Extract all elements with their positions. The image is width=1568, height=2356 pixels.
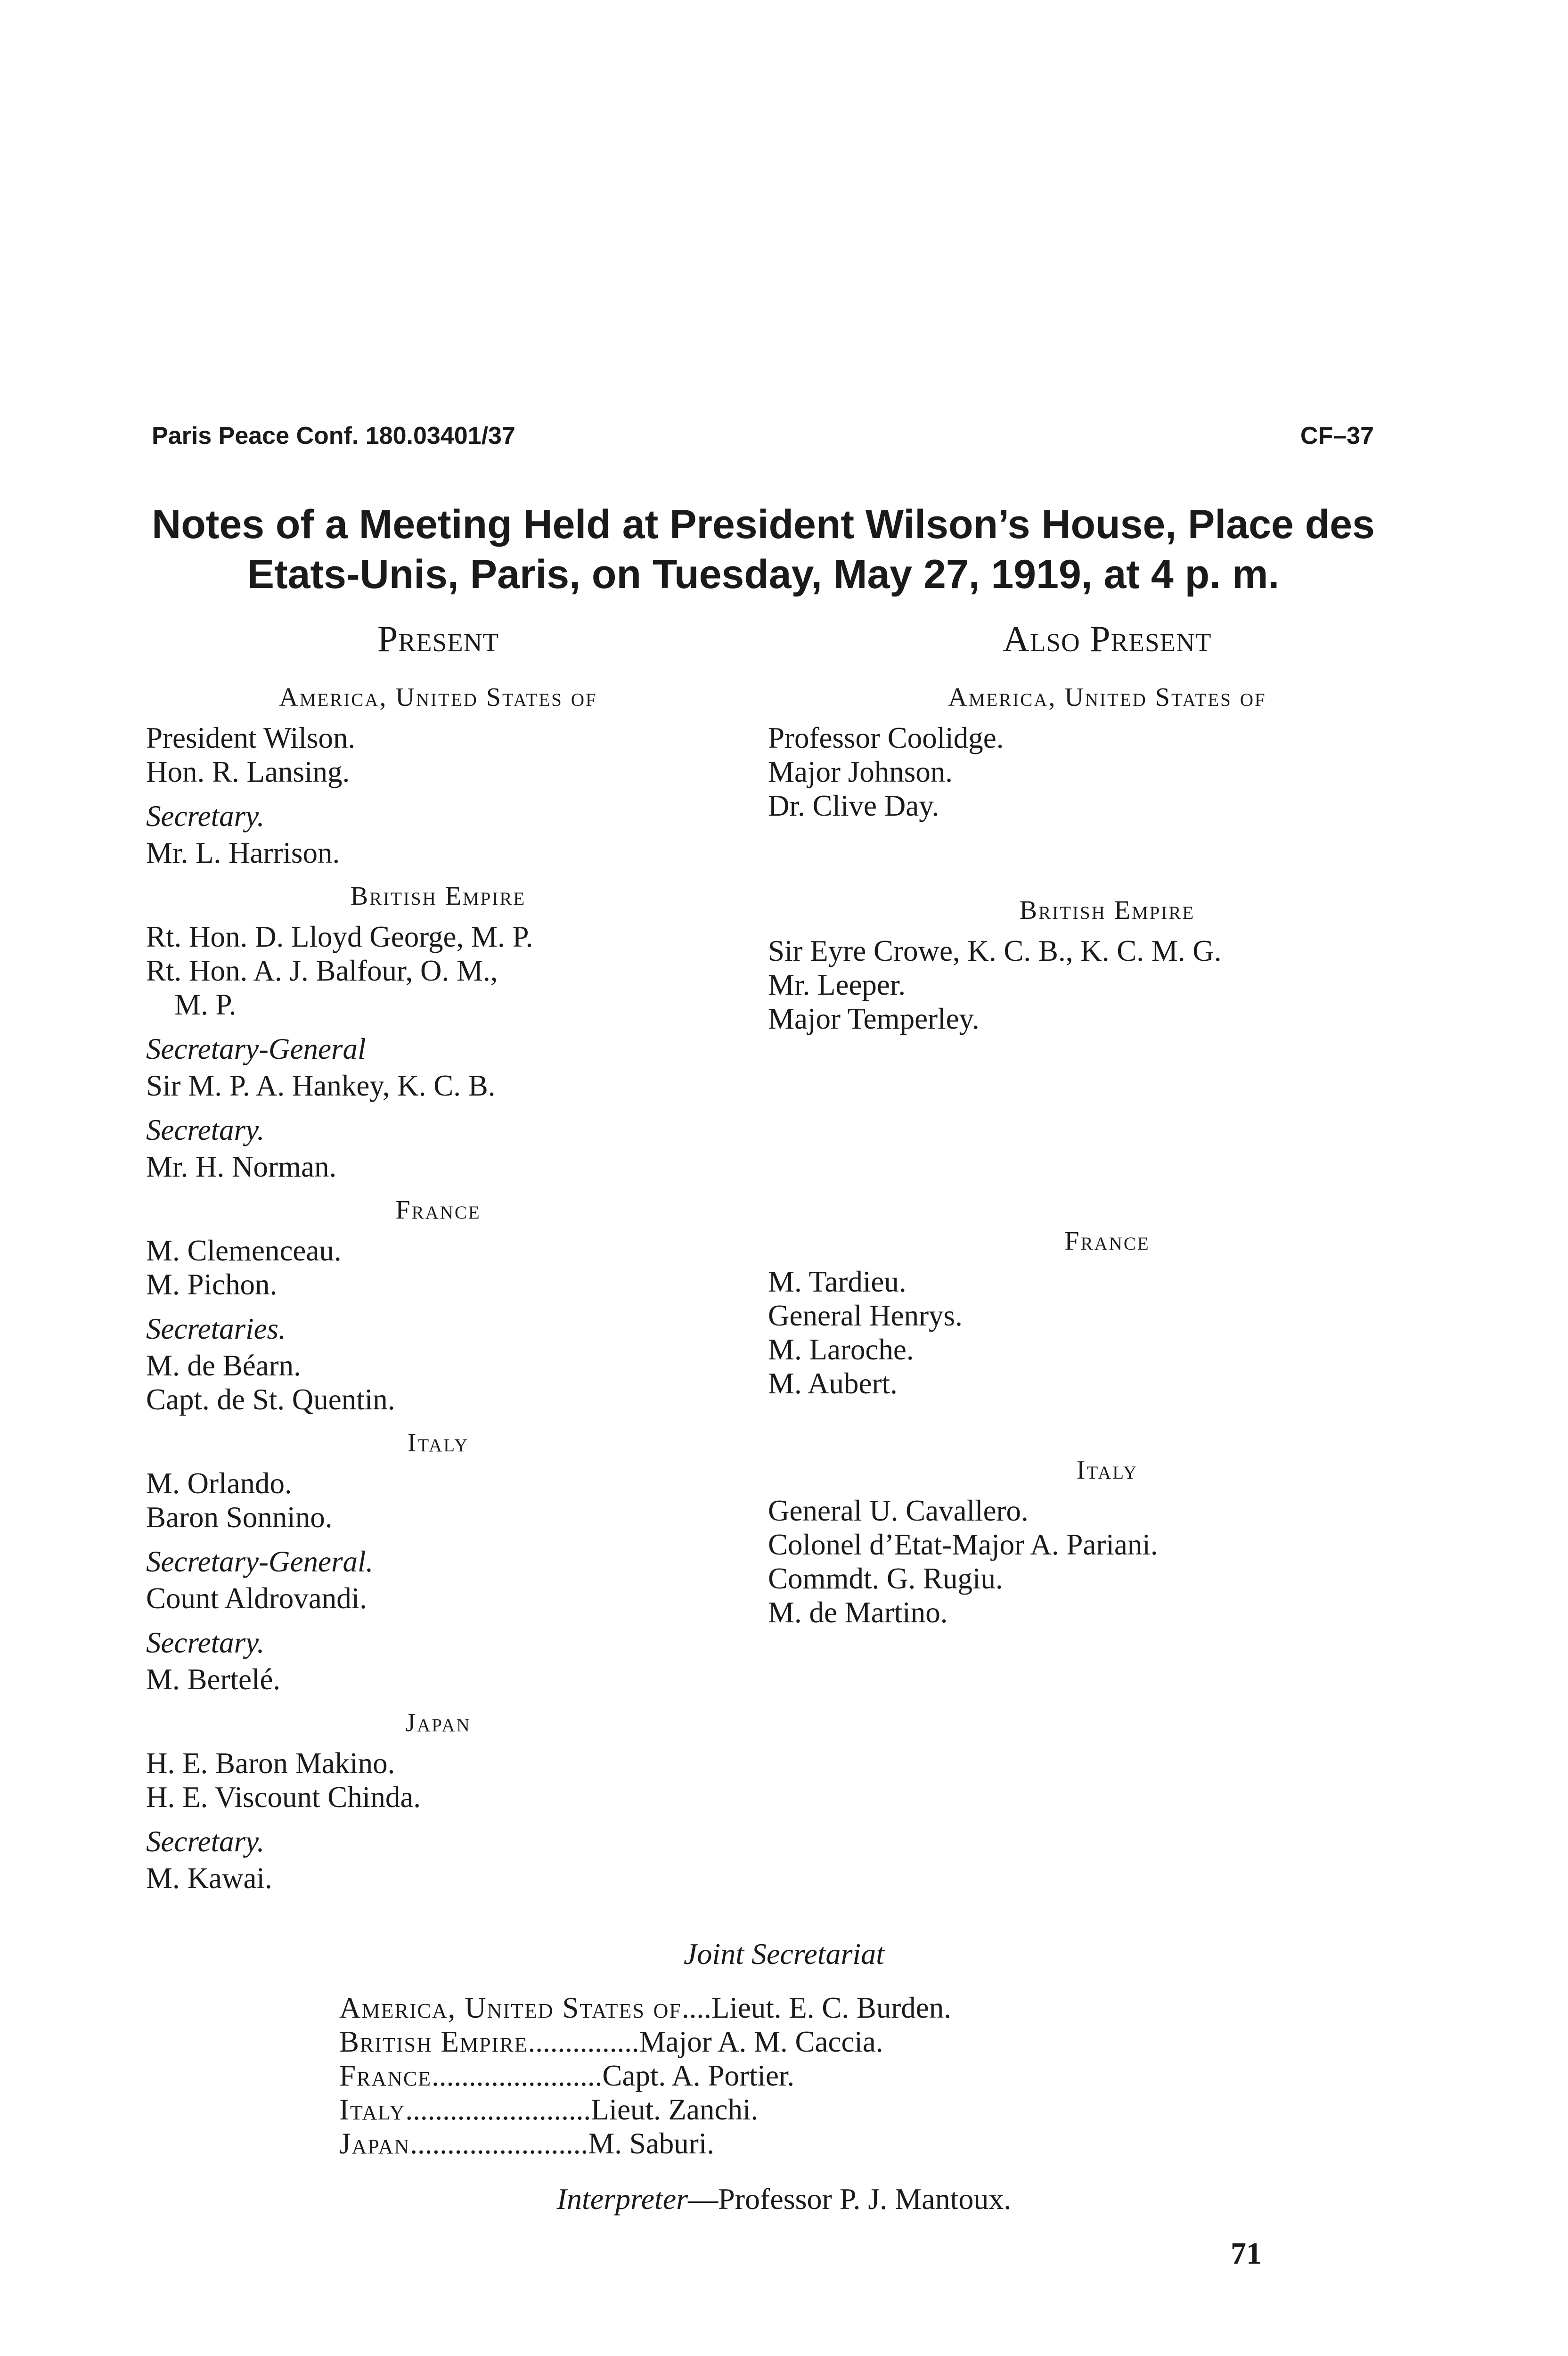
also-present-column [768, 618, 1446, 1629]
leader-dots: ........................ [410, 2127, 588, 2160]
also-british-name: Major Temperley. [768, 1002, 980, 1035]
present-japan-label: Japan [405, 1708, 471, 1737]
also-france-name: General Henrys. [768, 1299, 963, 1332]
present-america-label: America, United States of [279, 683, 597, 712]
present-america-name: Hon. R. Lansing. [146, 755, 350, 788]
page-title [141, 499, 1385, 599]
title-line-2: Etats-Unis, Paris, on Tuesday, May 27, 1919, at 4 p. m. [247, 552, 1280, 597]
also-america-name: Dr. Clive Day. [768, 789, 939, 822]
leader-dots: ....................... [432, 2059, 603, 2092]
present-british-name: Rt. Hon. D. Lloyd George, M. P. [146, 920, 533, 953]
joint-secretariat-table [339, 1991, 951, 2160]
also-france-name: M. Aubert. [768, 1367, 898, 1400]
also-america-name: Professor Coolidge. [768, 721, 1004, 754]
present-japan-name: H. E. Viscount Chinda. [146, 1781, 421, 1814]
present-america-staff: Mr. L. Harrison. [146, 836, 340, 869]
also-british-name: Sir Eyre Crowe, K. C. B., K. C. M. G. [768, 934, 1222, 967]
joint-country: Japan [339, 2127, 410, 2160]
present-america-role: Secretary. [146, 800, 265, 833]
joint-name: Major A. M. Caccia. [639, 2025, 883, 2058]
joint-secretariat-row [339, 1991, 951, 2025]
also-italy-name: General U. Cavallero. [768, 1494, 1029, 1527]
joint-country: France [339, 2059, 432, 2092]
joint-country: Italy [339, 2093, 406, 2126]
also-france-label: France [1064, 1227, 1150, 1256]
also-france-name: M. Tardieu. [768, 1265, 906, 1298]
interpreter-separator: — [688, 2182, 719, 2216]
present-france-role: Secretaries. [146, 1312, 286, 1345]
also-italy-name: Commdt. G. Rugiu. [768, 1562, 1003, 1595]
joint-secretariat-row [339, 2025, 951, 2059]
also-british-label: British Empire [1019, 896, 1195, 925]
present-america-name: President Wilson. [146, 721, 356, 754]
also-present-heading: Also Present [1003, 618, 1212, 659]
joint-country: British Empire [339, 2025, 528, 2058]
joint-name: Capt. A. Portier. [602, 2059, 795, 2092]
also-italy-label: Italy [1076, 1456, 1138, 1485]
present-japan-role: Secretary. [146, 1825, 265, 1858]
joint-secretariat-heading: Joint Secretariat [684, 1937, 884, 1971]
present-british-role: Secretary. [146, 1113, 265, 1146]
interpreter-label: Interpreter [556, 2182, 688, 2216]
present-italy-name: Baron Sonnino. [146, 1501, 333, 1534]
present-heading: Present [377, 618, 499, 659]
present-france-label: France [395, 1195, 481, 1225]
file-reference: Paris Peace Conf. 180.03401/37 [152, 422, 515, 450]
joint-secretariat-row [339, 2093, 951, 2127]
present-japan-name: H. E. Baron Makino. [146, 1747, 395, 1780]
also-british-name: Mr. Leeper. [768, 968, 906, 1001]
present-british-role: Secretary-General [146, 1032, 366, 1065]
also-america-label: America, United States of [948, 683, 1266, 712]
joint-secretariat-row [339, 2059, 951, 2093]
joint-secretariat-row [339, 2127, 951, 2160]
interpreter-line [0, 2182, 1568, 2217]
present-british-staff: Sir M. P. A. Hankey, K. C. B. [146, 1069, 496, 1102]
present-british-name: M. P. [174, 988, 237, 1021]
present-france-name: M. Pichon. [146, 1268, 278, 1301]
present-italy-role: Secretary. [146, 1626, 265, 1659]
leader-dots: ............... [528, 2025, 639, 2058]
present-british-name: Rt. Hon. A. J. Balfour, O. M., [146, 954, 498, 987]
joint-name: Lieut. E. C. Burden. [711, 1991, 952, 2024]
present-british-staff: Mr. H. Norman. [146, 1150, 337, 1183]
leader-dots: ......................... [405, 2093, 591, 2126]
also-france-name: M. Laroche. [768, 1333, 914, 1366]
document-code: CF–37 [1300, 422, 1374, 450]
present-italy-staff: M. Bertelé. [146, 1663, 281, 1696]
present-british-label: British Empire [350, 882, 526, 911]
present-italy-role: Secretary-General. [146, 1545, 374, 1578]
page-number: 71 [1231, 2236, 1262, 2271]
joint-name: M. Saburi. [588, 2127, 715, 2160]
present-france-name: M. Clemenceau. [146, 1234, 342, 1267]
present-france-staff: M. de Béarn. [146, 1349, 301, 1382]
joint-country: America, United States of [339, 1991, 682, 2024]
joint-name: Lieut. Zanchi. [591, 2093, 759, 2126]
title-line-1: Notes of a Meeting Held at President Wilson’s House, Place des [152, 502, 1375, 547]
also-italy-name: M. de Martino. [768, 1596, 948, 1629]
present-france-staff: Capt. de St. Quentin. [146, 1383, 395, 1416]
present-italy-name: M. Orlando. [146, 1467, 292, 1500]
present-italy-label: Italy [407, 1428, 469, 1457]
also-america-name: Major Johnson. [768, 755, 953, 788]
leader-dots: .... [681, 1991, 711, 2024]
present-japan-staff: M. Kawai. [146, 1862, 272, 1895]
also-italy-name: Colonel d’Etat-Major A. Pariani. [768, 1528, 1158, 1561]
interpreter-name: Professor P. J. Mantoux. [718, 2182, 1012, 2216]
present-italy-staff: Count Aldrovandi. [146, 1582, 367, 1615]
present-column [146, 618, 730, 1895]
